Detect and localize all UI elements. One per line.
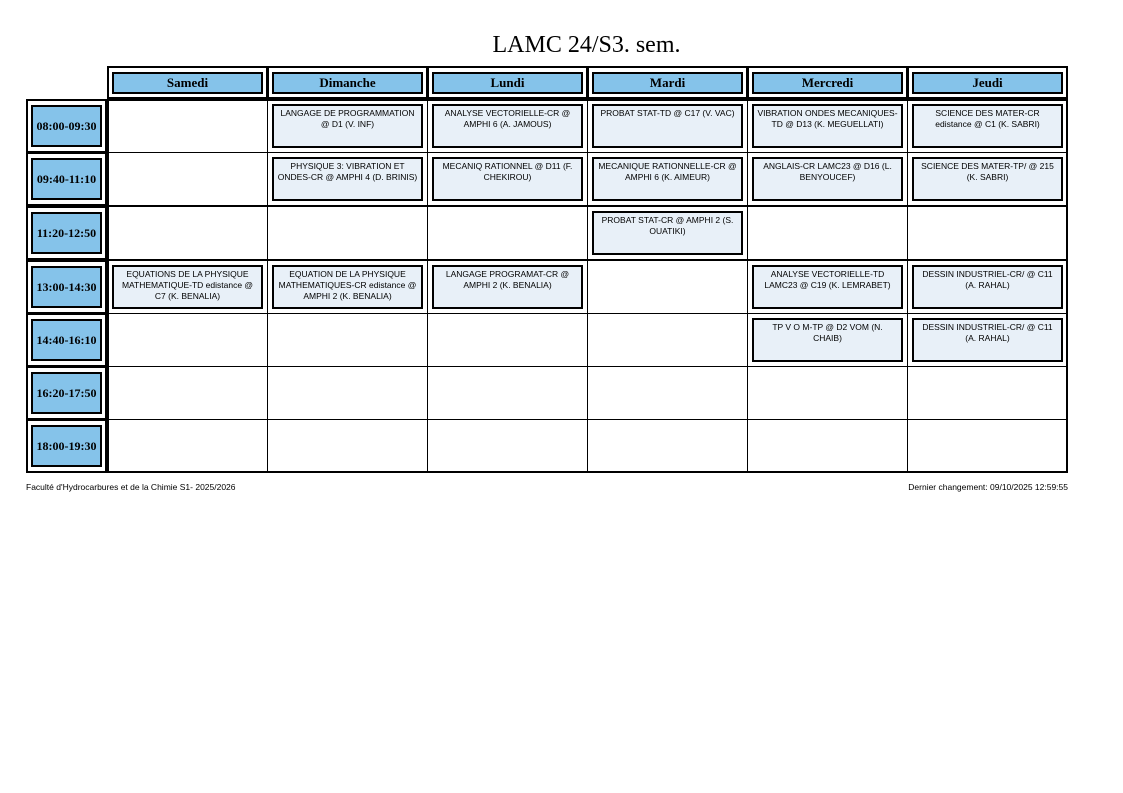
course-block[interactable]: MECANIQ RATIONNEL @ D11 (F. CHEKIROU)	[432, 157, 583, 201]
schedule-cell	[427, 313, 588, 367]
schedule-cell	[587, 152, 748, 206]
course-block[interactable]: ANALYSE VECTORIELLE-CR @ AMPHI 6 (A. JAMOUS)	[432, 104, 583, 148]
time-slot-2	[26, 152, 107, 206]
day-header-label: Mercredi	[752, 72, 903, 94]
schedule-cell	[107, 206, 268, 260]
schedule-cell	[907, 152, 1068, 206]
schedule-cell	[747, 366, 908, 420]
schedule-cell	[747, 260, 908, 314]
course-block[interactable]: ANGLAIS-CR LAMC23 @ D16 (L. BENYOUCEF)	[752, 157, 903, 201]
schedule-cell	[587, 206, 748, 260]
schedule-cell	[267, 313, 428, 367]
time-slot-label: 14:40-16:10	[31, 319, 102, 361]
time-slot-3	[26, 206, 107, 260]
time-slot-label: 16:20-17:50	[31, 372, 102, 414]
time-slot-5	[26, 313, 107, 367]
time-slot-label: 18:00-19:30	[31, 425, 102, 467]
schedule-cell	[267, 260, 428, 314]
timetable-grid	[26, 66, 1068, 473]
schedule-cell	[427, 206, 588, 260]
course-block[interactable]: DESSIN INDUSTRIEL-CR/ @ C11 (A. RAHAL)	[912, 265, 1063, 309]
time-slot-label: 09:40-11:10	[31, 158, 102, 200]
schedule-cell	[587, 419, 748, 473]
schedule-cell	[267, 419, 428, 473]
course-block[interactable]: ANALYSE VECTORIELLE-TD LAMC23 @ C19 (K. LEMRABET)	[752, 265, 903, 309]
schedule-cell	[107, 260, 268, 314]
course-block[interactable]: SCIENCE DES MATER-CR edistance @ C1 (K. SABRI)	[912, 104, 1063, 148]
day-header-mardi	[587, 66, 748, 99]
day-header-label: Lundi	[432, 72, 583, 94]
time-slot-6	[26, 366, 107, 420]
schedule-cell	[747, 313, 908, 367]
schedule-cell	[747, 99, 908, 153]
schedule-cell	[107, 99, 268, 153]
schedule-cell	[107, 152, 268, 206]
schedule-cell	[587, 260, 748, 314]
schedule-cell	[427, 152, 588, 206]
schedule-cell	[747, 206, 908, 260]
day-header-label: Mardi	[592, 72, 743, 94]
time-slot-label: 13:00-14:30	[31, 266, 102, 308]
schedule-cell	[107, 313, 268, 367]
day-header-dimanche	[267, 66, 428, 99]
schedule-cell	[907, 260, 1068, 314]
day-header-samedi	[107, 66, 268, 99]
time-slot-label: 11:20-12:50	[31, 212, 102, 254]
schedule-cell	[747, 419, 908, 473]
day-header-jeudi	[907, 66, 1068, 99]
course-block[interactable]: TP V O M-TP @ D2 VOM (N. CHAIB)	[752, 318, 903, 362]
course-block[interactable]: VIBRATION ONDES MECANIQUES-TD @ D13 (K. MEGUELLATI)	[752, 104, 903, 148]
course-block[interactable]: LANGAGE DE PROGRAMMATION @ D1 (V. INF)	[272, 104, 423, 148]
course-block[interactable]: MECANIQUE RATIONNELLE-CR @ AMPHI 6 (K. AIMEUR)	[592, 157, 743, 201]
footer-last-change: Dernier changement: 09/10/2025 12:59:55	[908, 482, 1068, 492]
schedule-cell	[267, 152, 428, 206]
time-slot-7	[26, 419, 107, 473]
course-block[interactable]: SCIENCE DES MATER-TP/ @ 215 (K. SABRI)	[912, 157, 1063, 201]
time-slot-label: 08:00-09:30	[31, 105, 102, 147]
schedule-cell	[427, 366, 588, 420]
course-block[interactable]: PHYSIQUE 3: VIBRATION ET ONDES-CR @ AMPHI 4 (D. BRINIS)	[272, 157, 423, 201]
schedule-cell	[907, 419, 1068, 473]
schedule-cell	[587, 366, 748, 420]
schedule-cell	[107, 366, 268, 420]
schedule-cell	[907, 206, 1068, 260]
schedule-cell	[907, 366, 1068, 420]
course-block[interactable]: LANGAGE PROGRAMAT-CR @ AMPHI 2 (K. BENALIA)	[432, 265, 583, 309]
schedule-cell	[587, 99, 748, 153]
schedule-cell	[427, 99, 588, 153]
schedule-cell	[907, 99, 1068, 153]
day-header-label: Samedi	[112, 72, 263, 94]
schedule-cell	[107, 419, 268, 473]
course-block[interactable]: EQUATIONS DE LA PHYSIQUE MATHEMATIQUE-TD edistance @ C7 (K. BENALIA)	[112, 265, 263, 309]
schedule-cell	[587, 313, 748, 367]
course-block[interactable]: PROBAT STAT-TD @ C17 (V. VAC)	[592, 104, 743, 148]
page-title: LAMC 24/S3. sem.	[492, 32, 681, 58]
course-block[interactable]: EQUATION DE LA PHYSIQUE MATHEMATIQUES-CR edistance @ AMPHI 2 (K. BENALIA)	[272, 265, 423, 309]
footer-faculty: Faculté d'Hydrocarbures et de la Chimie S1- 2025/2026	[26, 482, 236, 492]
schedule-cell	[427, 260, 588, 314]
schedule-cell	[907, 313, 1068, 367]
schedule-cell	[427, 419, 588, 473]
schedule-cell	[267, 206, 428, 260]
schedule-cell	[267, 366, 428, 420]
time-slot-4	[26, 260, 107, 314]
time-slot-1	[26, 99, 107, 153]
day-header-lundi	[427, 66, 588, 99]
course-block[interactable]: PROBAT STAT-CR @ AMPHI 2 (S. OUATIKI)	[592, 211, 743, 255]
course-block[interactable]: DESSIN INDUSTRIEL-CR/ @ C11 (A. RAHAL)	[912, 318, 1063, 362]
day-header-label: Jeudi	[912, 72, 1063, 94]
schedule-cell	[747, 152, 908, 206]
day-header-mercredi	[747, 66, 908, 99]
day-header-label: Dimanche	[272, 72, 423, 94]
schedule-cell	[267, 99, 428, 153]
